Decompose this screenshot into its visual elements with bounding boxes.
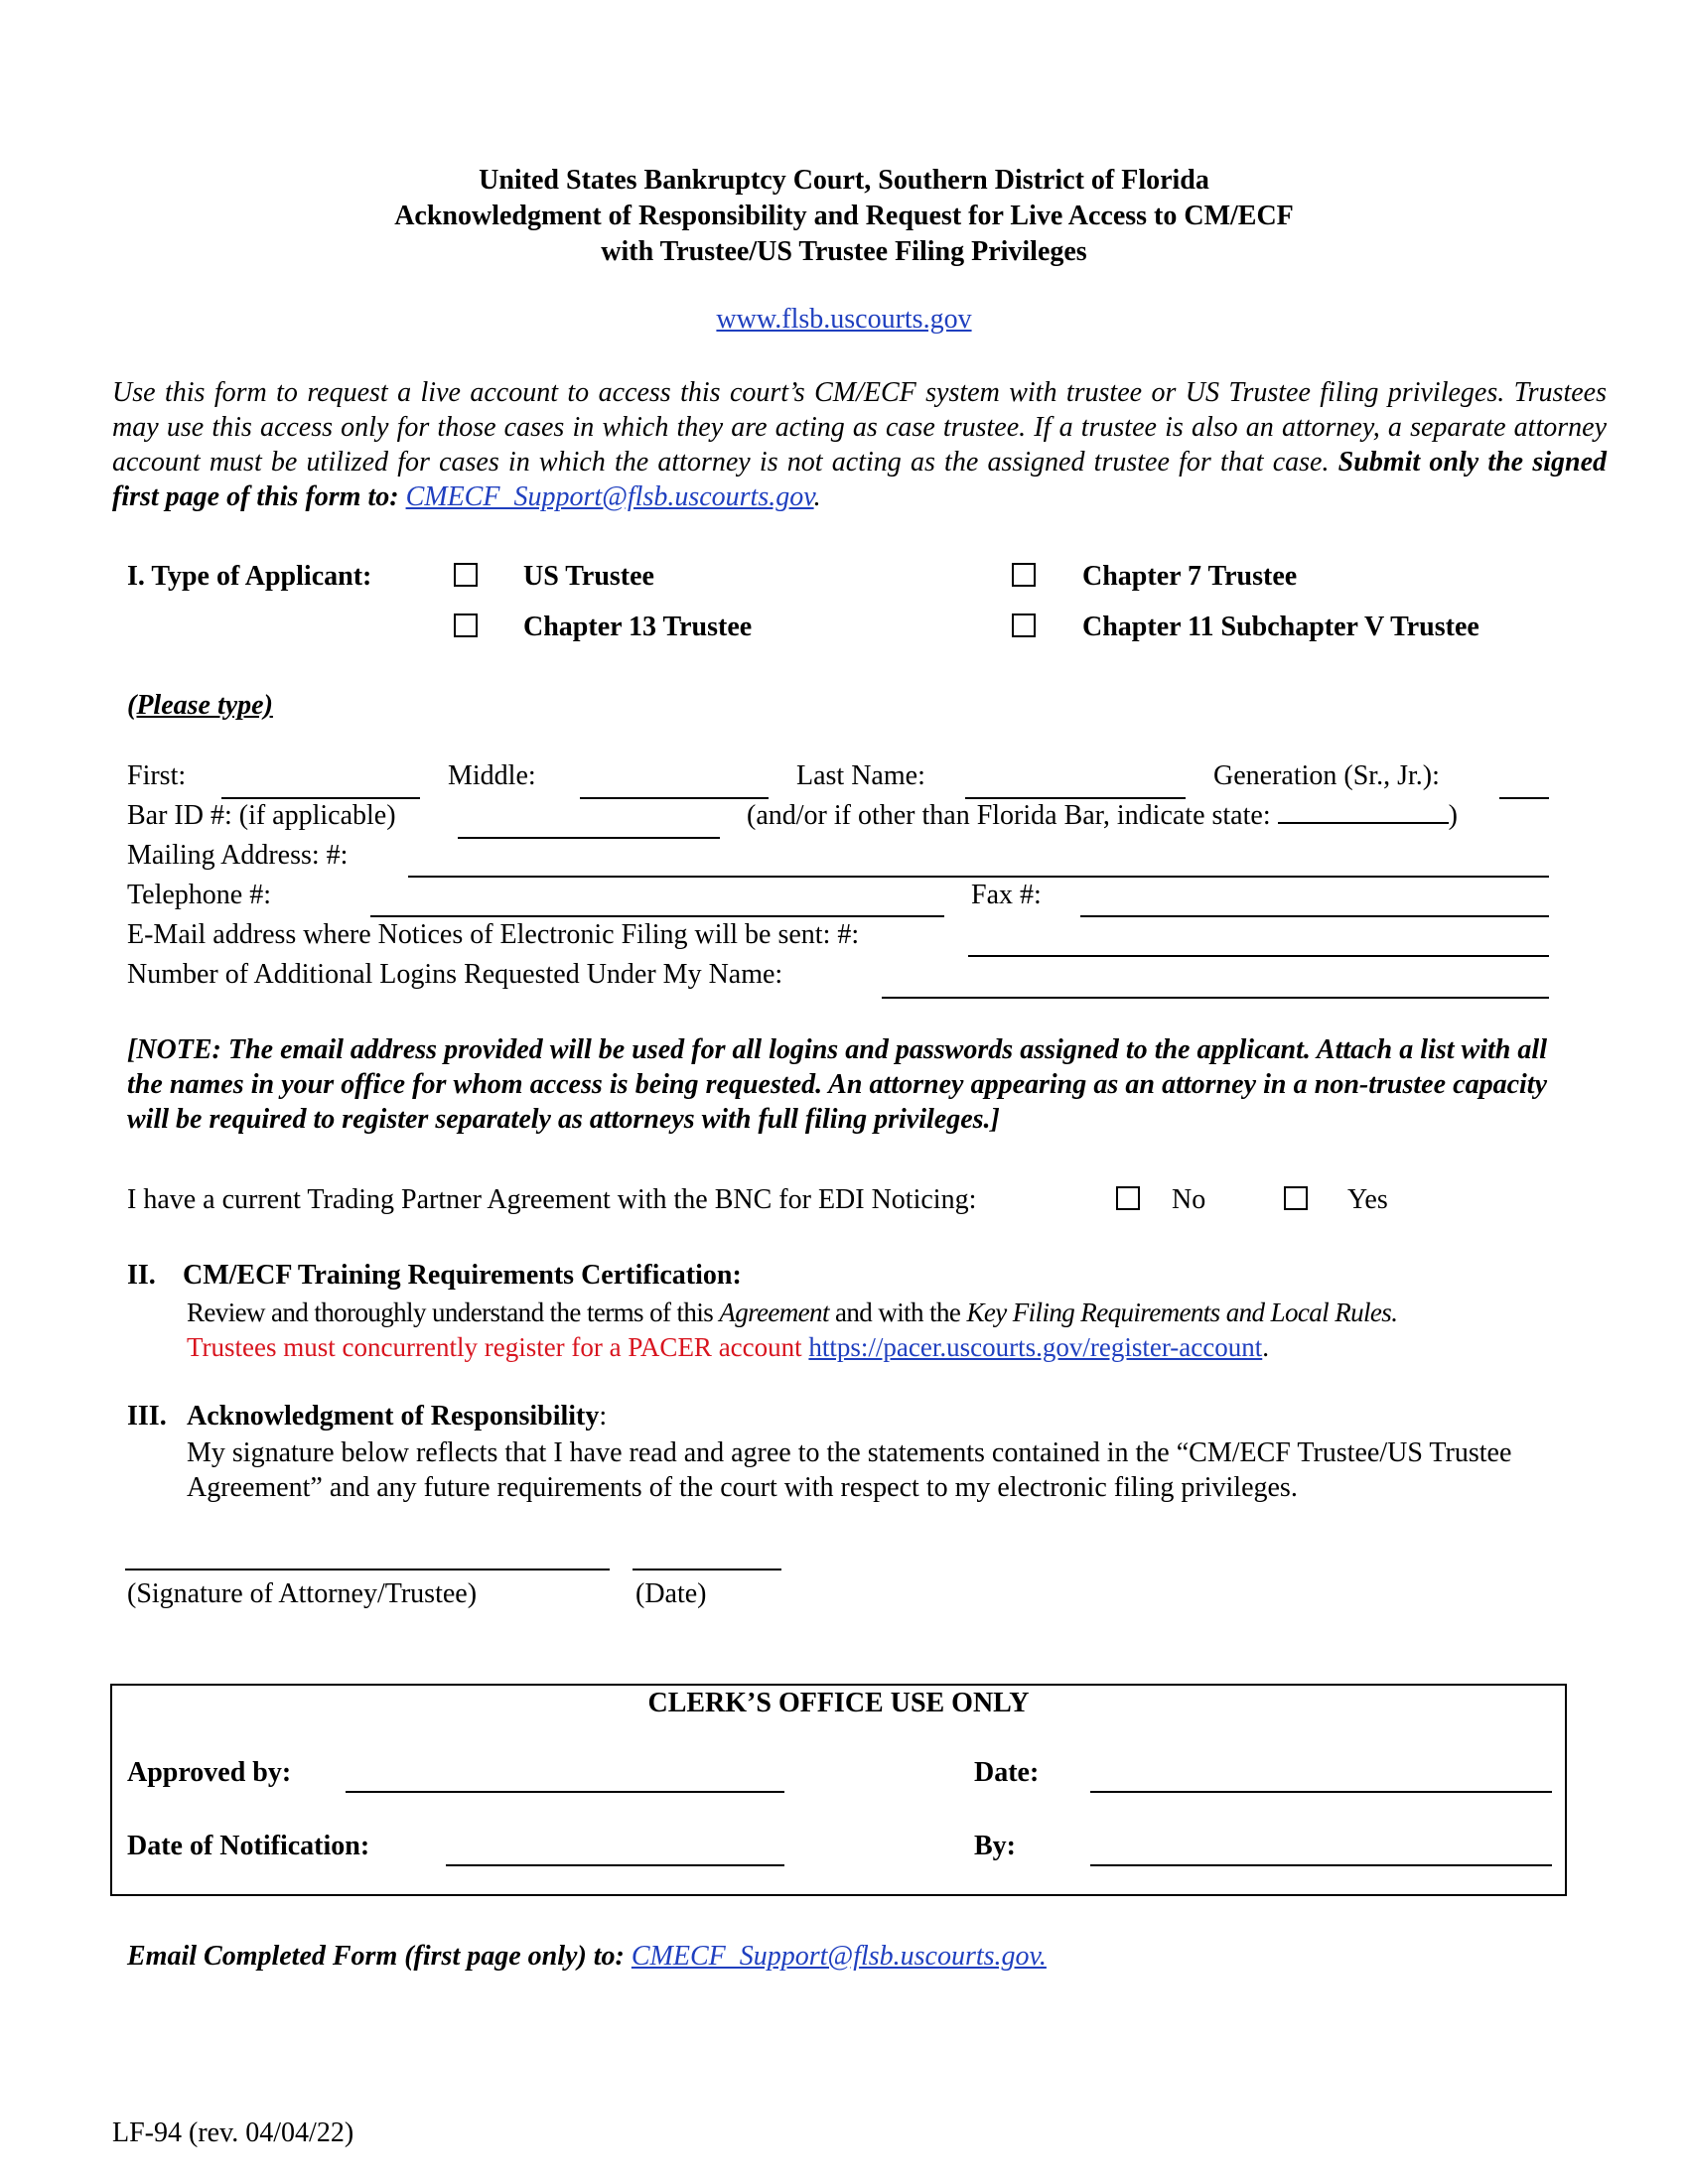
section-3-heading <box>187 1401 607 1433</box>
note-paragraph: [NOTE: The email address provided will be used for all logins and passwords assigned to the applicant. Attach a list with all the names in your office for whom access is being requested. An attorney appearing as an attorney in a non-trustee capacity will be required to register separately as attorneys with full filing privileges.] <box>127 1034 1547 1135</box>
mailing-address-field[interactable] <box>408 876 1549 878</box>
section-2-line-2 <box>187 1330 1269 1365</box>
form-header <box>0 163 1688 270</box>
intro-email-link[interactable]: CMECF_Support@flsb.uscourts.gov <box>405 481 814 512</box>
email-notices-field[interactable] <box>968 955 1549 957</box>
header-title: Acknowledgment of Responsibility and Request for Live Access to CM/ECF <box>394 201 1294 231</box>
section-2-text-c: and with the <box>828 1297 967 1327</box>
intro-paragraph <box>112 375 1607 514</box>
signature-date-field[interactable] <box>633 1569 781 1570</box>
intro-submit-instruction: Submit only the signed first page of this form to: <box>112 447 1607 512</box>
section-2-key-filing: Key Filing Requirements and Local Rules. <box>966 1297 1398 1327</box>
chapter-13-trustee-label: Chapter 13 Trustee <box>523 612 753 642</box>
middle-name-field[interactable] <box>580 797 769 799</box>
website-link[interactable]: www.flsb.uscourts.gov <box>716 304 972 335</box>
signature-label: (Signature of Attorney/Trustee) <box>127 1578 478 1609</box>
footer-email-row <box>127 1941 1047 1973</box>
last-name-label: Last Name: <box>796 760 925 791</box>
additional-logins-field[interactable] <box>882 997 1549 999</box>
signature-date-label: (Date) <box>635 1578 707 1609</box>
clerk-by-field[interactable] <box>1090 1864 1552 1866</box>
section-2-period: . <box>1262 1332 1269 1362</box>
clerk-date-field[interactable] <box>1090 1791 1552 1793</box>
other-state-field[interactable] <box>1278 800 1449 824</box>
telephone-label: Telephone #: <box>127 880 271 910</box>
bar-id-label: Bar ID #: (if applicable) <box>127 800 396 831</box>
section-2-title: CM/ECF Training Requirements Certification: <box>183 1260 742 1291</box>
form-id: LF-94 (rev. 04/04/22) <box>112 2117 354 2148</box>
trading-partner-no-label: No <box>1172 1184 1206 1215</box>
section-3-title: Acknowledgment of Responsibility <box>187 1401 600 1432</box>
clerk-office-title: CLERK’S OFFICE USE ONLY <box>647 1688 1030 1718</box>
approved-by-label: Approved by: <box>127 1757 292 1788</box>
section-3-text: My signature below reflects that I have read and agree to the statements contained in the “CM/ECF Trustee/US Trustee Agreement” and any future requirements of the court with respect to my electronic filing privileges. <box>187 1437 1512 1503</box>
chapter-7-trustee-checkbox[interactable] <box>1012 563 1036 587</box>
other-state-close: ) <box>1448 800 1458 831</box>
trading-partner-no-checkbox[interactable] <box>1116 1186 1140 1210</box>
chapter-11-subv-trustee-label: Chapter 11 Subchapter V Trustee <box>1082 612 1479 642</box>
trading-partner-yes-checkbox[interactable] <box>1284 1186 1308 1210</box>
header-court: United States Bankruptcy Court, Southern District of Florida <box>479 165 1209 196</box>
telephone-field[interactable] <box>370 915 944 917</box>
middle-name-label: Middle: <box>448 760 536 791</box>
other-state-row <box>747 800 1458 832</box>
section-2-agreement: Agreement <box>719 1297 829 1327</box>
trading-partner-question: I have a current Trading Partner Agreement with the BNC for EDI Noticing: <box>127 1184 977 1215</box>
approved-by-field[interactable] <box>346 1791 784 1793</box>
footer-email-label: Email Completed Form (first page only) to: <box>127 1941 625 1972</box>
mailing-address-label: Mailing Address: #: <box>127 840 349 871</box>
email-notices-label: E-Mail address where Notices of Electronic Filing will be sent: #: <box>127 919 860 950</box>
signature-field[interactable] <box>125 1569 610 1570</box>
generation-field[interactable] <box>1499 797 1549 799</box>
first-name-field[interactable] <box>221 797 420 799</box>
chapter-11-subv-trustee-checkbox[interactable] <box>1012 614 1036 637</box>
clerk-date-label: Date: <box>974 1757 1040 1788</box>
section-2-line-1 <box>187 1296 1397 1330</box>
section-3-colon: : <box>599 1401 608 1432</box>
date-of-notification-field[interactable] <box>446 1864 784 1866</box>
us-trustee-checkbox[interactable] <box>454 563 478 587</box>
header-subtitle: with Trustee/US Trustee Filing Privileges <box>601 236 1087 267</box>
chapter-7-trustee-label: Chapter 7 Trustee <box>1082 561 1298 592</box>
additional-logins-label: Number of Additional Logins Requested Under My Name: <box>127 959 783 990</box>
other-state-label: (and/or if other than Florida Bar, indicate state: <box>747 800 1278 831</box>
applicant-type-label: I. Type of Applicant: <box>127 561 372 592</box>
chapter-13-trustee-checkbox[interactable] <box>454 614 478 637</box>
intro-period: . <box>813 481 821 512</box>
fax-field[interactable] <box>1080 915 1549 917</box>
section-2-number: II. <box>127 1260 156 1291</box>
clerk-by-label: By: <box>974 1831 1016 1861</box>
please-type-heading: (Please type) <box>127 690 273 721</box>
last-name-field[interactable] <box>965 797 1186 799</box>
bar-id-field[interactable] <box>458 837 720 839</box>
us-trustee-label: US Trustee <box>523 561 654 592</box>
section-3-number: III. <box>127 1401 167 1432</box>
website-row <box>0 304 1688 336</box>
first-name-label: First: <box>127 760 187 791</box>
intro-text: Use this form to request a live account to access this court’s CM/ECF system with trustee or US Trustee filing privileges. Trustees may use this access only for those cases in which they are acting as case trustee. If a trustee is also an attorney, a separate attorney account must be utilized for cases in which the attorney is not acting as the assigned trustee for that case. <box>112 377 1607 478</box>
fax-label: Fax #: <box>971 880 1042 910</box>
generation-label: Generation (Sr., Jr.): <box>1213 760 1440 791</box>
date-of-notification-label: Date of Notification: <box>127 1831 370 1861</box>
pacer-register-link[interactable]: https://pacer.uscourts.gov/register-account <box>808 1332 1263 1362</box>
section-2-text-a: Review and thoroughly understand the terms of this <box>187 1297 720 1327</box>
trading-partner-yes-label: Yes <box>1347 1184 1388 1215</box>
footer-email-link[interactable]: CMECF_Support@flsb.uscourts.gov. <box>631 1941 1047 1972</box>
pacer-register-notice: Trustees must concurrently register for a PACER account <box>187 1332 809 1362</box>
